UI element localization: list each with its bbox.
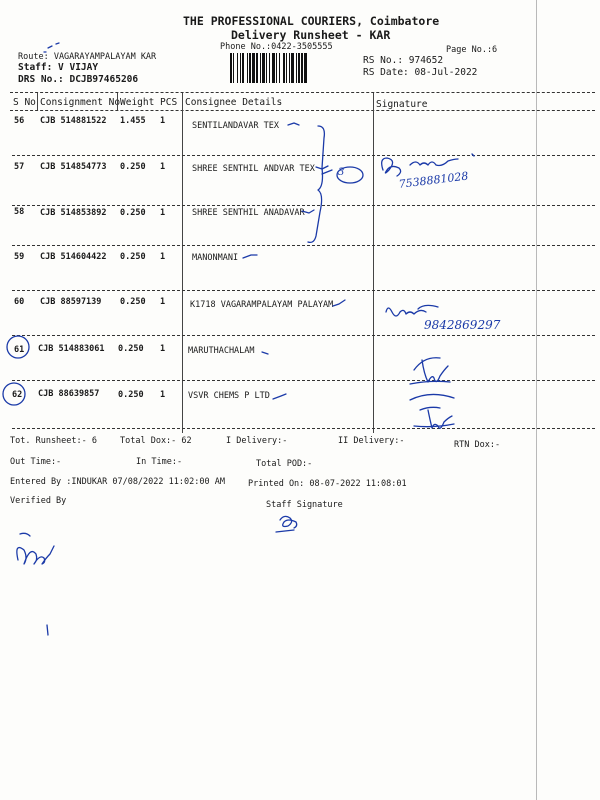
row-weight: 0.250 (120, 162, 146, 172)
staff-signature-label: Staff Signature (266, 500, 343, 510)
row-consignment: CJB 514604422 (40, 252, 107, 262)
row-weight: 0.250 (120, 252, 146, 262)
row-pcs: 1 (160, 344, 166, 354)
rs-date: RS Date: 08-Jul-2022 (363, 67, 478, 78)
row-sno: 57 (14, 162, 25, 172)
row-consignee: MANONMANI (192, 253, 239, 263)
entered-by: Entered By :INDUKAR 07/08/2022 11:02:00 AM (10, 477, 225, 487)
row-weight: 1.455 (120, 116, 146, 126)
row-weight: 0.250 (120, 297, 146, 307)
row-consignee: SHREE SENTHIL ANDVAR TEX (192, 164, 315, 174)
ii-delivery: II Delivery:- (338, 436, 405, 446)
row-pcs: 1 (160, 390, 166, 400)
row-pcs: 1 (160, 162, 166, 172)
col-header-consignee: Consignee Details (185, 97, 283, 108)
out-time: Out Time:- (10, 457, 62, 467)
col-header-consignment: Consignment No (40, 97, 121, 108)
printed-on: Printed On: 08-07-2022 11:08:01 (248, 479, 407, 489)
row-pcs: 1 (160, 208, 166, 218)
row-weight: 0.250 (118, 344, 144, 354)
row-pcs: 1 (160, 297, 166, 307)
i-delivery: I Delivery:- (226, 436, 288, 446)
row-sno: 59 (14, 252, 25, 262)
verified-by: Verified By (10, 496, 67, 506)
row-consignment: CJB 88639857 (38, 389, 100, 399)
row-consignee: K1718 VAGARAMPALAYAM PALAYAM (190, 300, 334, 310)
row-consignment: CJB 514883061 (38, 344, 105, 354)
row-consignment: CJB 514881522 (40, 116, 107, 126)
rs-number: RS No.: 974652 (363, 55, 444, 66)
total-runsheet: Tot. Runsheet:- 6 (10, 436, 97, 446)
row-consignment: CJB 514853892 (40, 208, 107, 218)
page-number: Page No.:6 (446, 45, 498, 55)
drs-number: DRS No.: DCJB97465206 (18, 74, 139, 85)
phone-number: Phone No.:0422-3505555 (220, 42, 333, 52)
row-consignment: CJB 88597139 (40, 297, 102, 307)
col-header-signature: Signature (376, 99, 428, 110)
col-header-pcs: PCS (160, 97, 178, 108)
rtn-dox: RTN Dox:- (454, 440, 501, 450)
row-consignee: SENTILANDAVAR TEX (192, 121, 279, 131)
staff-name: Staff: V VIJAY (18, 62, 99, 73)
row57-phone: 7538881028 (398, 169, 470, 191)
col-header-weight: Weight (120, 97, 155, 108)
row60-phone: 9842869297 (424, 318, 501, 332)
row-sno: 58 (14, 207, 25, 217)
row-pcs: 1 (160, 116, 166, 126)
company-title: THE PROFESSIONAL COURIERS, Coimbatore (183, 14, 440, 28)
row-sno: 62 (12, 390, 23, 400)
row-sno: 60 (14, 297, 25, 307)
row-weight: 0.250 (120, 208, 146, 218)
row-weight: 0.250 (118, 390, 144, 400)
row-sno: 61 (14, 345, 25, 355)
row-consignee: MARUTHACHALAM (188, 346, 255, 356)
col-header-sno: S No (13, 97, 36, 108)
in-time: In Time:- (136, 457, 183, 467)
row57-count-circled: 3 (338, 167, 345, 178)
row-consignee: SHREE SENTHIL ANADAVAR (192, 208, 305, 218)
route: Route: VAGARAYAMPALAYAM KAR (18, 52, 157, 62)
total-dox: Total Dox:- 62 (120, 436, 192, 446)
row-consignee: VSVR CHEMS P LTD (188, 391, 270, 401)
row-sno: 56 (14, 116, 25, 126)
total-pod: Total POD:- (256, 459, 313, 469)
row-pcs: 1 (160, 252, 166, 262)
row-consignment: CJB 514854773 (40, 162, 107, 172)
runsheet-subtitle: Delivery Runsheet - KAR (231, 28, 391, 42)
